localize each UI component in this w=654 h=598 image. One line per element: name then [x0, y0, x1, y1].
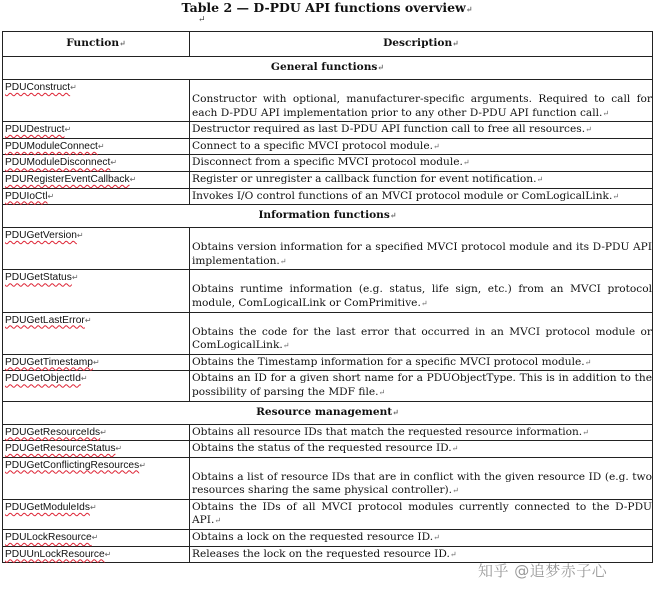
table-row [3, 441, 653, 458]
table-row [3, 188, 653, 205]
table-row [3, 424, 653, 441]
description-cell: Obtains the Timestamp information for a specific MVCI protocol module.↵ [190, 354, 653, 371]
description-cell: Invokes I/O control functions of an MVCI protocol module or ComLogicalLink.↵ [190, 188, 653, 205]
table-row [3, 457, 653, 499]
function-name-cell: PDULockResource↵ [3, 530, 190, 547]
table-row [3, 171, 653, 188]
watermark: 知乎 @追梦赤子心 [478, 562, 608, 580]
section-row [3, 57, 653, 80]
section-row [3, 401, 653, 424]
table-row [3, 312, 653, 354]
description-cell: Connect to a specific MVCI protocol module.↵ [190, 138, 653, 155]
function-name-cell: PDUModuleDisconnect↵ [3, 155, 190, 172]
paragraph-mark-icon: ↵ [465, 4, 473, 14]
description-cell: Releases the lock on the requested resource ID.↵ [190, 546, 653, 563]
function-name-cell: PDUGetStatus↵ [3, 270, 190, 312]
description-cell: Obtains the status of the requested resource ID.↵ [190, 441, 653, 458]
table-row [3, 354, 653, 371]
description-cell: Constructor with optional, manufacturer-specific arguments. Required to call for each D-PDU API implementation prior to any other D-PDU API function call.↵ [190, 80, 653, 122]
function-name-cell: PDUGetResourceIds↵ [3, 424, 190, 441]
description-cell: Obtains runtime information (e.g. status, life sign, etc.) from an MVCI protocol module, ComLogicalLink or ComPrimitive.↵ [190, 270, 653, 312]
table-row [3, 138, 653, 155]
table-row [3, 499, 653, 529]
table-row [3, 122, 653, 139]
table-header-row [3, 32, 653, 57]
description-cell: Obtains an ID for a given short name for a PDUObjectType. This is in addition to the possibility of parsing the MDF file.↵ [190, 371, 653, 401]
function-name-cell: PDUGetTimestamp↵ [3, 354, 190, 371]
section-title: Resource management↵ [3, 401, 653, 424]
function-name-cell: PDUGetLastError↵ [3, 312, 190, 354]
table-row [3, 270, 653, 312]
description-cell: Obtains a list of resource IDs that are in conflict with the given resource ID (e.g. two resources sharing the same physical controller).↵ [190, 457, 653, 499]
description-cell: Register or unregister a callback function for event notification.↵ [190, 171, 653, 188]
function-name-cell: PDUGetVersion↵ [3, 228, 190, 270]
functions-table [2, 31, 653, 563]
description-cell: Obtains all resource IDs that match the requested resource information.↵ [190, 424, 653, 441]
column-header-function: Function↵ [3, 32, 190, 57]
function-name-cell: PDUGetConflictingResources↵ [3, 457, 190, 499]
table-row [3, 371, 653, 401]
description-cell: Obtains the IDs of all MVCI protocol modules currently connected to the D-PDU API.↵ [190, 499, 653, 529]
column-header-description: Description↵ [190, 32, 653, 57]
function-name-cell: PDUUnLockResource↵ [3, 546, 190, 563]
description-cell: Destructor required as last D-PDU API function call to free all resources.↵ [190, 122, 653, 139]
table-caption-text: Table 2 — D-PDU API functions overview [181, 0, 466, 15]
function-name-cell: PDUConstruct↵ [3, 80, 190, 122]
table-row [3, 80, 653, 122]
table-caption [0, 0, 654, 17]
section-row [3, 205, 653, 228]
function-name-cell: PDUGetResourceStatus↵ [3, 441, 190, 458]
function-name-cell: PDUModuleConnect↵ [3, 138, 190, 155]
description-cell: Obtains a lock on the requested resource ID.↵ [190, 530, 653, 547]
section-title: Information functions↵ [3, 205, 653, 228]
table-row [3, 530, 653, 547]
function-name-cell: PDUDestruct↵ [3, 122, 190, 139]
description-cell: Obtains version information for a specified MVCI protocol module and its D-PDU API implementation.↵ [190, 228, 653, 270]
paragraph-mark-icon: ↵ [198, 15, 206, 25]
function-name-cell: PDUGetObjectId↵ [3, 371, 190, 401]
section-title: General functions↵ [3, 57, 653, 80]
function-name-cell: PDURegisterEventCallback↵ [3, 171, 190, 188]
function-name-cell: PDUIoCtl↵ [3, 188, 190, 205]
table-row [3, 155, 653, 172]
description-cell: Disconnect from a specific MVCI protocol module.↵ [190, 155, 653, 172]
table-body [3, 57, 653, 563]
table-row [3, 228, 653, 270]
function-name-cell: PDUGetModuleIds↵ [3, 499, 190, 529]
description-cell: Obtains the code for the last error that occurred in an MVCI protocol module or ComLogicalLink.↵ [190, 312, 653, 354]
